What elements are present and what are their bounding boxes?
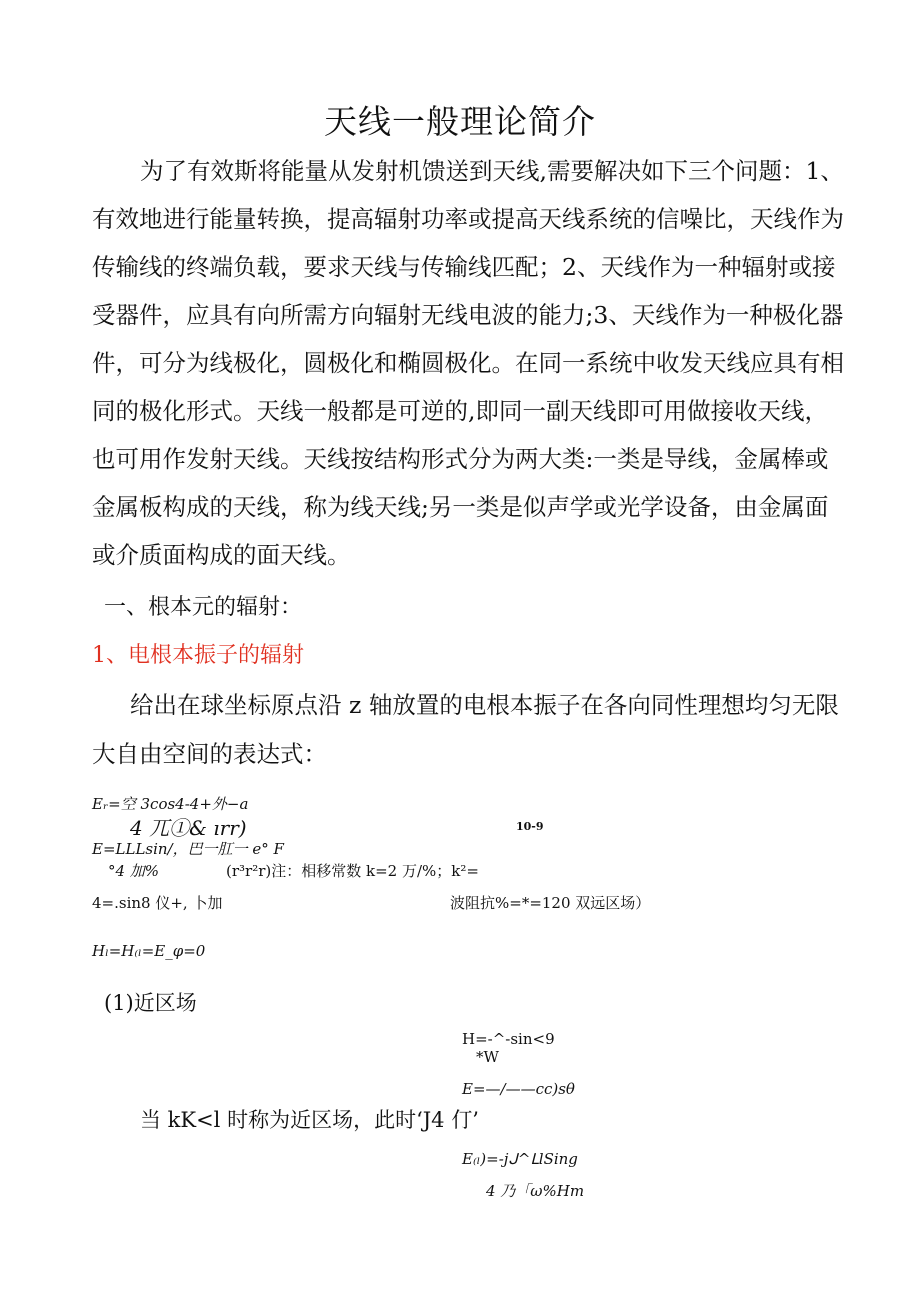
near-field-condition: 当 kK<l 时称为近区场，此时‘J4 仃’ xyxy=(140,1108,479,1132)
description-line: 给出在球坐标原点沿 z 轴放置的电根本振子在各向同性理想均匀无限 xyxy=(130,691,839,719)
intro-line: 有效地进行能量转换，提高辐射功率或提高天线系统的信噪比，天线作为 xyxy=(92,205,844,233)
intro-line: 也可用作发射天线。天线按结构形式分为两大类:一类是导线，金属棒或 xyxy=(92,445,829,473)
intro-line: 金属板构成的天线，称为线天线;另一类是似声学或光学设备，由金属面 xyxy=(92,493,829,521)
intro-line: 同的极化形式。天线一般都是可逆的,即同一副天线即可用做接收天线， xyxy=(92,397,828,425)
near-field-e-theta-denominator: 4 乃「ω%Hm xyxy=(486,1182,585,1200)
intro-line: 或介质面构成的面天线。 xyxy=(92,541,351,569)
intro-line: 受器件，应具有向所需方向辐射无线电波的能力;3、天线作为一种极化器 xyxy=(92,301,844,329)
equation-er-denominator: 4 兀①& ırr) xyxy=(130,816,247,840)
section-heading: 一、根本元的辐射： xyxy=(104,595,303,620)
intro-line: 传输线的终端负载，要求天线与传输线匹配；2、天线作为一种辐射或接 xyxy=(92,253,836,281)
equation-number: 10-9 xyxy=(516,820,544,833)
equation-wave-impedance: 波阻抗%=*=120 双远区场） xyxy=(450,894,651,912)
near-field-e: E=—/——cc)sθ xyxy=(462,1080,575,1098)
near-field-h-sub: *W xyxy=(476,1048,499,1066)
equation-hphi: 4=.sin8 仪+, 卜加 xyxy=(92,894,223,912)
near-field-e-theta: E₍ₗ)=-jᒍ^ᒪlSing xyxy=(462,1150,578,1168)
near-field-h: H=-^-sin<9 xyxy=(462,1030,555,1048)
intro-line: 件，可分为线极化，圆极化和椭圆极化。在同一系统中收发天线应具有相 xyxy=(92,349,844,377)
equation-etheta: E=LLLsin/，巴一肛一 e° F xyxy=(92,840,284,858)
equation-etheta-denominator: °4 加% xyxy=(108,862,160,880)
description-line: 大自由空间的表达式： xyxy=(92,740,327,768)
subsection-heading: 1、电根本振子的辐射 xyxy=(92,643,304,668)
near-field-heading: (1)近区场 xyxy=(104,991,197,1015)
page-title: 天线一般理论简介 xyxy=(324,102,596,141)
intro-line: 为了有效斯将能量从发射机馈送到天线,需要解决如下三个问题：1、 xyxy=(140,157,844,185)
equation-er: Eᵣ=空 3cos4-4+外−a xyxy=(92,795,249,813)
equation-zero-fields: Hₗ=H₍ₗ=E_φ=0 xyxy=(92,942,206,960)
equation-note: (r³r²r)注：相移常数 k=2 万/%；k²= xyxy=(226,862,479,880)
